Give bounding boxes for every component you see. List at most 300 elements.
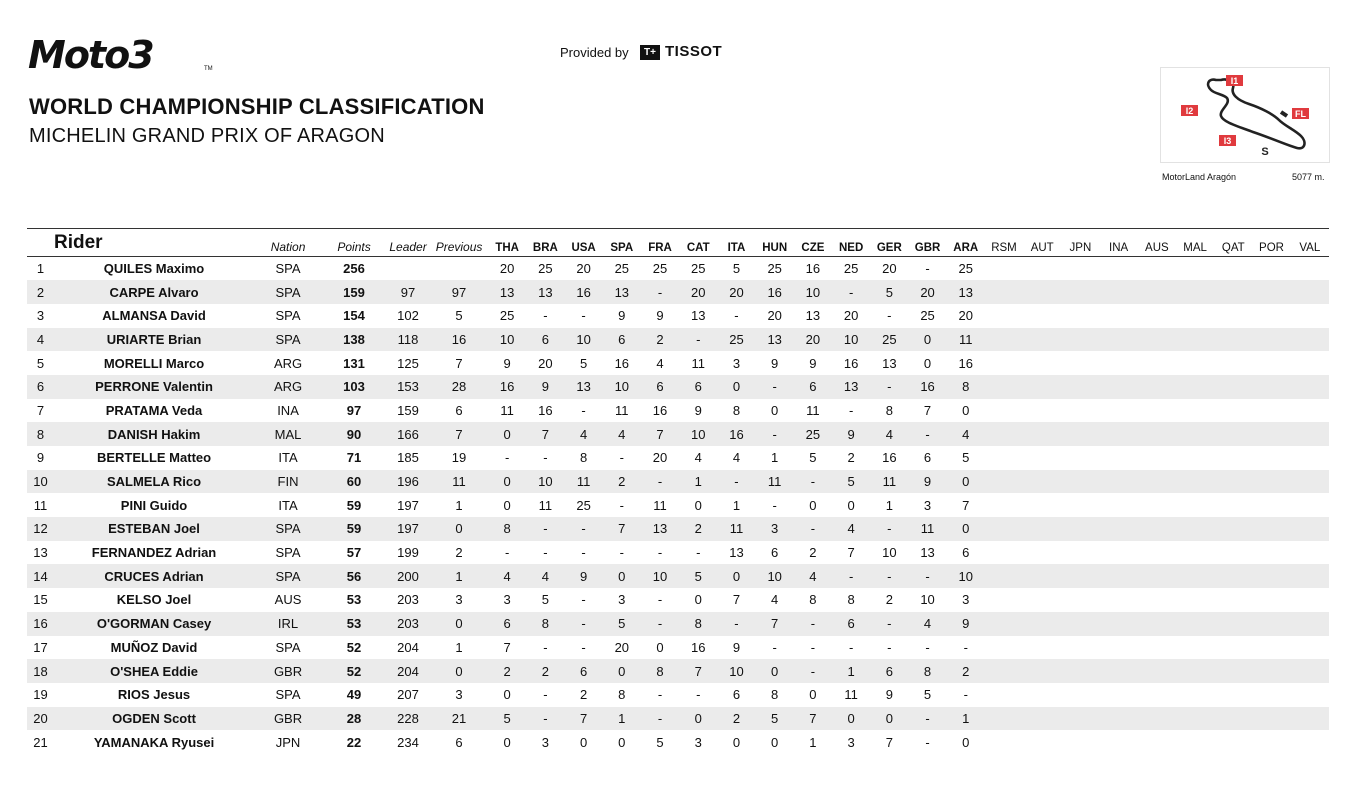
rider-gap-leader: 97: [400, 284, 416, 300]
rider-name: CARPE Alvaro: [109, 284, 199, 300]
race-result-cze: 0: [809, 687, 817, 703]
race-result-mal: [1176, 636, 1214, 660]
race-result-rsm: [985, 588, 1023, 612]
race-result-spa: 10: [614, 379, 630, 395]
race-result-hun: 4: [771, 592, 779, 608]
race-result-jpn: [1061, 636, 1099, 660]
race-result-por: [1252, 446, 1290, 470]
race-result-aut: [1023, 446, 1061, 470]
rider-gap-leader: 197: [397, 497, 419, 513]
race-result-ned: 11: [844, 687, 858, 703]
rider-points: 154: [343, 308, 365, 324]
race-result-ina: [1100, 375, 1138, 399]
rider-gap-previous: 16: [451, 331, 467, 347]
rider-gap-leader: 102: [397, 308, 419, 324]
race-result-fra: 13: [652, 521, 668, 537]
rider-nation: GBR: [273, 710, 303, 726]
race-result-ina: [1100, 683, 1138, 707]
header-race-hun: HUN: [756, 229, 794, 257]
race-result-aus: [1138, 375, 1176, 399]
race-result-rsm: [985, 470, 1023, 494]
race-result-rsm: [985, 280, 1023, 304]
race-result-bra: 2: [541, 663, 549, 679]
race-result-val: [1291, 659, 1329, 683]
race-result-ger: 11: [882, 474, 897, 490]
header-nation: Nation: [254, 229, 322, 257]
race-result-hun: 10: [767, 568, 782, 584]
race-result-qat: [1214, 470, 1252, 494]
race-result-cat: 0: [694, 710, 702, 726]
race-result-qat: [1214, 493, 1252, 517]
header-race-bra: BRA: [526, 229, 564, 257]
race-result-hun: -: [772, 379, 777, 395]
race-result-ina: [1100, 493, 1138, 517]
race-result-aus: [1138, 446, 1176, 470]
race-result-spa: 13: [614, 284, 630, 300]
race-result-mal: [1176, 683, 1214, 707]
race-result-val: [1291, 541, 1329, 565]
race-result-usa: 10: [576, 331, 591, 347]
race-result-por: [1252, 659, 1290, 683]
rider-name: PERRONE Valentin: [95, 379, 213, 395]
header-race-val: VAL: [1291, 229, 1329, 257]
finish-line-icon: [1281, 112, 1287, 116]
race-result-ina: [1100, 399, 1138, 423]
circuit-layout-icon: [1161, 68, 1329, 162]
race-result-tha: 10: [499, 331, 515, 347]
rider-position: 1: [36, 261, 45, 277]
rider-name: OGDEN Scott: [112, 710, 196, 726]
race-result-por: [1252, 375, 1290, 399]
rider-position: 12: [33, 521, 48, 537]
race-result-jpn: [1061, 493, 1099, 517]
rider-gap-previous: 2: [455, 545, 463, 561]
race-result-spa: 0: [618, 734, 626, 750]
race-result-rsm: [985, 636, 1023, 660]
race-result-hun: 8: [771, 687, 779, 703]
race-result-val: [1291, 351, 1329, 375]
race-result-ina: [1100, 351, 1138, 375]
race-result-por: [1252, 493, 1290, 517]
race-result-ger: 7: [885, 734, 893, 750]
race-result-qat: [1214, 304, 1252, 328]
race-result-val: [1291, 612, 1329, 636]
race-result-jpn: [1061, 683, 1099, 707]
race-result-ina: [1100, 730, 1138, 754]
rider-nation: INA: [277, 402, 299, 418]
race-result-ned: -: [848, 402, 854, 418]
rider-gap-leader: 153: [397, 379, 419, 395]
rider-nation: AUS: [274, 592, 302, 608]
classification-table: [27, 228, 1329, 754]
race-result-aus: [1138, 470, 1176, 494]
rider-name: ESTEBAN Joel: [108, 521, 200, 537]
rider-points: 138: [343, 331, 365, 347]
table-row: [27, 588, 1329, 612]
race-result-hun: 9: [771, 355, 779, 371]
race-result-cat: 20: [691, 284, 706, 300]
race-result-aus: [1138, 612, 1176, 636]
race-result-aut: [1023, 683, 1061, 707]
race-result-usa: 11: [576, 474, 591, 490]
rider-gap-previous: 97: [451, 284, 467, 300]
header-race-spa: SPA: [603, 229, 641, 257]
race-result-jpn: [1061, 659, 1099, 683]
header-race-cat: CAT: [679, 229, 717, 257]
rider-position: 11: [33, 497, 48, 513]
rider-position: 10: [33, 474, 48, 490]
race-result-bra: 8: [541, 616, 549, 632]
race-result-val: [1291, 328, 1329, 352]
rider-gap-previous: 6: [455, 734, 463, 750]
race-result-jpn: [1061, 517, 1099, 541]
race-result-spa: -: [619, 545, 624, 561]
track-map: [1160, 67, 1330, 163]
race-result-ger: 4: [885, 426, 893, 442]
race-result-por: [1252, 280, 1290, 304]
race-result-aut: [1023, 257, 1061, 281]
race-result-aus: [1138, 328, 1176, 352]
header-race-ned: NED: [832, 229, 870, 257]
table-row: [27, 541, 1329, 565]
race-result-rsm: [985, 257, 1023, 281]
table-row: [27, 470, 1329, 494]
race-result-jpn: [1061, 541, 1099, 565]
race-result-mal: [1176, 517, 1214, 541]
race-result-rsm: [985, 422, 1023, 446]
race-result-aus: [1138, 257, 1176, 281]
race-result-por: [1252, 517, 1290, 541]
race-result-usa: 5: [579, 355, 588, 371]
rider-gap-leader: 197: [397, 521, 419, 537]
race-result-cze: 4: [809, 568, 817, 584]
race-result-gbr: 3: [923, 497, 932, 513]
race-result-gbr: -: [925, 568, 930, 584]
race-result-jpn: [1061, 280, 1099, 304]
rider-gap-previous: 28: [451, 379, 467, 395]
race-result-cat: 9: [694, 402, 702, 418]
rider-name: SALMELA Rico: [106, 474, 202, 490]
rider-points: 28: [346, 710, 362, 726]
race-result-ger: 0: [885, 710, 893, 726]
race-result-ita: 5: [732, 261, 741, 277]
race-result-mal: [1176, 612, 1214, 636]
provided-by-label: Provided by: [560, 45, 629, 60]
rider-gap-leader: 200: [397, 568, 419, 584]
race-result-rsm: [985, 351, 1023, 375]
rider-nation: FIN: [277, 474, 299, 490]
rider-gap-previous: 7: [455, 355, 463, 371]
rider-points: 131: [343, 355, 365, 371]
race-result-aut: [1023, 659, 1061, 683]
race-result-val: [1291, 422, 1329, 446]
race-result-cze: -: [810, 521, 816, 537]
race-result-bra: 4: [541, 568, 549, 584]
sector-i2-label: I2: [1185, 106, 1194, 116]
race-result-cat: 2: [694, 521, 702, 537]
race-result-ned: 8: [847, 592, 855, 608]
rider-position: 6: [36, 379, 45, 395]
race-result-qat: [1214, 612, 1252, 636]
race-result-fra: -: [657, 710, 663, 726]
race-result-spa: 25: [614, 261, 630, 277]
race-result-rsm: [985, 493, 1023, 517]
race-result-ned: 4: [847, 521, 855, 537]
race-result-rsm: [985, 730, 1023, 754]
race-result-aut: [1023, 636, 1061, 660]
race-result-spa: 8: [618, 687, 626, 703]
rider-nation: ITA: [278, 450, 298, 466]
sector-i3-label: I3: [1223, 136, 1232, 146]
header-points: Points: [322, 229, 386, 257]
header-race-qat: QAT: [1214, 229, 1252, 257]
race-result-tha: 3: [503, 592, 511, 608]
rider-name: KELSO Joel: [116, 592, 192, 608]
table-row: [27, 304, 1329, 328]
race-result-jpn: [1061, 730, 1099, 754]
race-result-aus: [1138, 399, 1176, 423]
race-result-mal: [1176, 493, 1214, 517]
race-result-fra: 10: [652, 568, 668, 584]
rider-nation: MAL: [274, 426, 302, 442]
race-result-tha: 4: [503, 568, 511, 584]
race-result-aut: [1023, 730, 1061, 754]
race-result-aut: [1023, 399, 1061, 423]
race-result-aut: [1023, 328, 1061, 352]
race-result-ara: 0: [962, 734, 970, 750]
race-result-ger: 9: [885, 687, 893, 703]
race-result-ger: 25: [882, 331, 897, 347]
race-result-fra: -: [657, 545, 663, 561]
race-result-aus: [1138, 707, 1176, 731]
race-result-val: [1291, 399, 1329, 423]
race-result-cat: 25: [691, 261, 706, 277]
race-result-por: [1252, 564, 1290, 588]
rider-position: 3: [36, 308, 45, 324]
race-result-tha: 0: [503, 474, 511, 490]
race-result-ned: 13: [843, 379, 859, 395]
rider-points: 159: [343, 284, 365, 300]
race-result-mal: [1176, 446, 1214, 470]
race-result-ger: -: [887, 616, 892, 632]
race-result-cze: -: [810, 474, 816, 490]
race-result-ger: -: [887, 639, 892, 655]
race-result-ita: 6: [732, 687, 741, 703]
race-result-mal: [1176, 470, 1214, 494]
rider-points: 22: [346, 734, 362, 750]
race-result-qat: [1214, 375, 1252, 399]
race-result-cat: 0: [694, 592, 702, 608]
finish-line-label: FL: [1295, 109, 1306, 119]
race-result-ita: -: [734, 308, 739, 324]
header-race-aut: AUT: [1023, 229, 1061, 257]
race-result-cze: 6: [809, 379, 817, 395]
race-result-bra: -: [543, 450, 548, 466]
race-result-fra: -: [657, 474, 663, 490]
race-result-cze: 0: [809, 497, 817, 513]
race-result-aus: [1138, 636, 1176, 660]
race-result-qat: [1214, 257, 1252, 281]
race-result-gbr: -: [925, 261, 930, 277]
race-result-mal: [1176, 707, 1214, 731]
race-result-ara: -: [963, 639, 968, 655]
race-result-mal: [1176, 564, 1214, 588]
race-result-ita: 20: [729, 284, 744, 300]
race-result-hun: -: [772, 497, 777, 513]
rider-gap-previous: 0: [455, 521, 463, 537]
rider-points: 53: [346, 592, 362, 608]
race-result-por: [1252, 257, 1290, 281]
race-result-spa: 3: [618, 592, 626, 608]
race-result-tha: 0: [503, 687, 511, 703]
moto3-logo: [28, 34, 214, 76]
race-result-fra: -: [657, 687, 663, 703]
rider-points: 49: [346, 687, 362, 703]
race-result-jpn: [1061, 470, 1099, 494]
race-result-aus: [1138, 351, 1176, 375]
race-result-ita: -: [734, 616, 739, 632]
rider-name: QUILES Maximo: [103, 261, 205, 277]
rider-points: 103: [343, 379, 365, 395]
table-row: [27, 493, 1329, 517]
race-result-qat: [1214, 659, 1252, 683]
rider-position: 2: [36, 284, 45, 300]
rider-points: 56: [346, 568, 362, 584]
race-result-gbr: 9: [923, 474, 932, 490]
race-result-ina: [1100, 328, 1138, 352]
race-result-usa: 9: [579, 568, 588, 584]
header-leader: Leader: [386, 229, 430, 257]
header-race-tha: THA: [488, 229, 526, 257]
rider-points: 71: [346, 450, 362, 466]
race-result-fra: 16: [652, 402, 668, 418]
race-result-ina: [1100, 470, 1138, 494]
race-result-mal: [1176, 280, 1214, 304]
race-result-val: [1291, 470, 1329, 494]
race-result-usa: 8: [579, 450, 588, 466]
race-result-rsm: [985, 446, 1023, 470]
race-result-tha: 20: [499, 261, 515, 277]
race-result-jpn: [1061, 351, 1099, 375]
race-result-cze: 8: [809, 592, 817, 608]
rider-gap-previous: [430, 257, 488, 281]
race-result-usa: 6: [579, 663, 588, 679]
table-row: [27, 636, 1329, 660]
rider-gap-previous: 3: [455, 592, 463, 608]
race-result-por: [1252, 399, 1290, 423]
race-result-qat: [1214, 588, 1252, 612]
race-result-spa: 2: [618, 474, 626, 490]
race-result-ita: 11: [729, 521, 744, 537]
race-result-ita: -: [734, 474, 739, 490]
race-result-qat: [1214, 517, 1252, 541]
race-result-fra: 2: [656, 331, 664, 347]
race-result-cze: 2: [809, 545, 817, 561]
rider-gap-previous: 11: [452, 474, 466, 490]
race-result-cat: 13: [691, 308, 706, 324]
race-result-aut: [1023, 588, 1061, 612]
rider-name: FERNANDEZ Adrian: [91, 545, 217, 561]
race-result-ita: 3: [732, 355, 741, 371]
race-result-val: [1291, 683, 1329, 707]
page-title: WORLD CHAMPIONSHIP CLASSIFICATION: [29, 94, 485, 119]
rider-gap-previous: 5: [455, 308, 463, 324]
header-race-por: POR: [1252, 229, 1290, 257]
race-result-ara: 0: [962, 521, 970, 537]
race-result-tha: 13: [499, 284, 515, 300]
race-result-ned: 1: [847, 663, 855, 679]
table-row: [27, 422, 1329, 446]
race-result-hun: -: [772, 639, 777, 655]
race-result-qat: [1214, 280, 1252, 304]
race-result-ned: 5: [847, 474, 855, 490]
race-result-bra: 13: [538, 284, 553, 300]
rider-points: 60: [346, 474, 362, 490]
race-result-aut: [1023, 612, 1061, 636]
race-result-bra: -: [543, 639, 548, 655]
rider-gap-leader: 185: [397, 450, 419, 466]
race-result-cze: 16: [805, 261, 821, 277]
race-result-mal: [1176, 351, 1214, 375]
race-result-gbr: 4: [923, 616, 932, 632]
race-result-fra: -: [657, 592, 663, 608]
race-result-ara: 11: [959, 331, 973, 347]
race-result-qat: [1214, 564, 1252, 588]
race-result-tha: 0: [503, 497, 511, 513]
race-result-fra: 9: [656, 308, 664, 324]
race-result-gbr: 20: [920, 284, 935, 300]
race-result-rsm: [985, 375, 1023, 399]
rider-position: 8: [36, 426, 45, 442]
race-result-ina: [1100, 588, 1138, 612]
rider-points: 90: [346, 426, 362, 442]
race-result-ita: 8: [732, 402, 741, 418]
race-result-cat: 3: [694, 734, 702, 750]
rider-gap-leader: 228: [397, 710, 419, 726]
race-result-bra: 25: [538, 261, 553, 277]
race-result-val: [1291, 375, 1329, 399]
rider-gap-leader: 196: [397, 474, 419, 490]
race-result-cat: 11: [691, 355, 705, 371]
race-result-ina: [1100, 446, 1138, 470]
race-result-ina: [1100, 280, 1138, 304]
race-result-gbr: 6: [923, 450, 932, 466]
race-result-tha: 8: [503, 521, 511, 537]
race-result-jpn: [1061, 304, 1099, 328]
header-race-ita: ITA: [717, 229, 755, 257]
sponsor-mark: T+: [644, 47, 656, 58]
race-result-qat: [1214, 351, 1252, 375]
header-race-jpn: JPN: [1061, 229, 1099, 257]
race-result-por: [1252, 730, 1290, 754]
race-result-ara: 4: [962, 426, 970, 442]
rider-nation: SPA: [275, 545, 301, 561]
header-race-cze: CZE: [794, 229, 832, 257]
race-result-ara: 25: [958, 261, 973, 277]
race-result-fra: 11: [653, 497, 667, 513]
race-result-usa: -: [581, 521, 586, 537]
rider-gap-leader: 166: [397, 426, 419, 442]
race-result-hun: 3: [771, 521, 779, 537]
race-result-ned: 16: [843, 355, 859, 371]
race-result-val: [1291, 304, 1329, 328]
race-result-ina: [1100, 707, 1138, 731]
race-result-spa: 5: [618, 616, 626, 632]
race-result-ned: -: [848, 639, 854, 655]
race-result-val: [1291, 280, 1329, 304]
track-name: MotorLand Aragón: [1162, 172, 1237, 182]
tissot-logo-icon: [640, 45, 660, 60]
